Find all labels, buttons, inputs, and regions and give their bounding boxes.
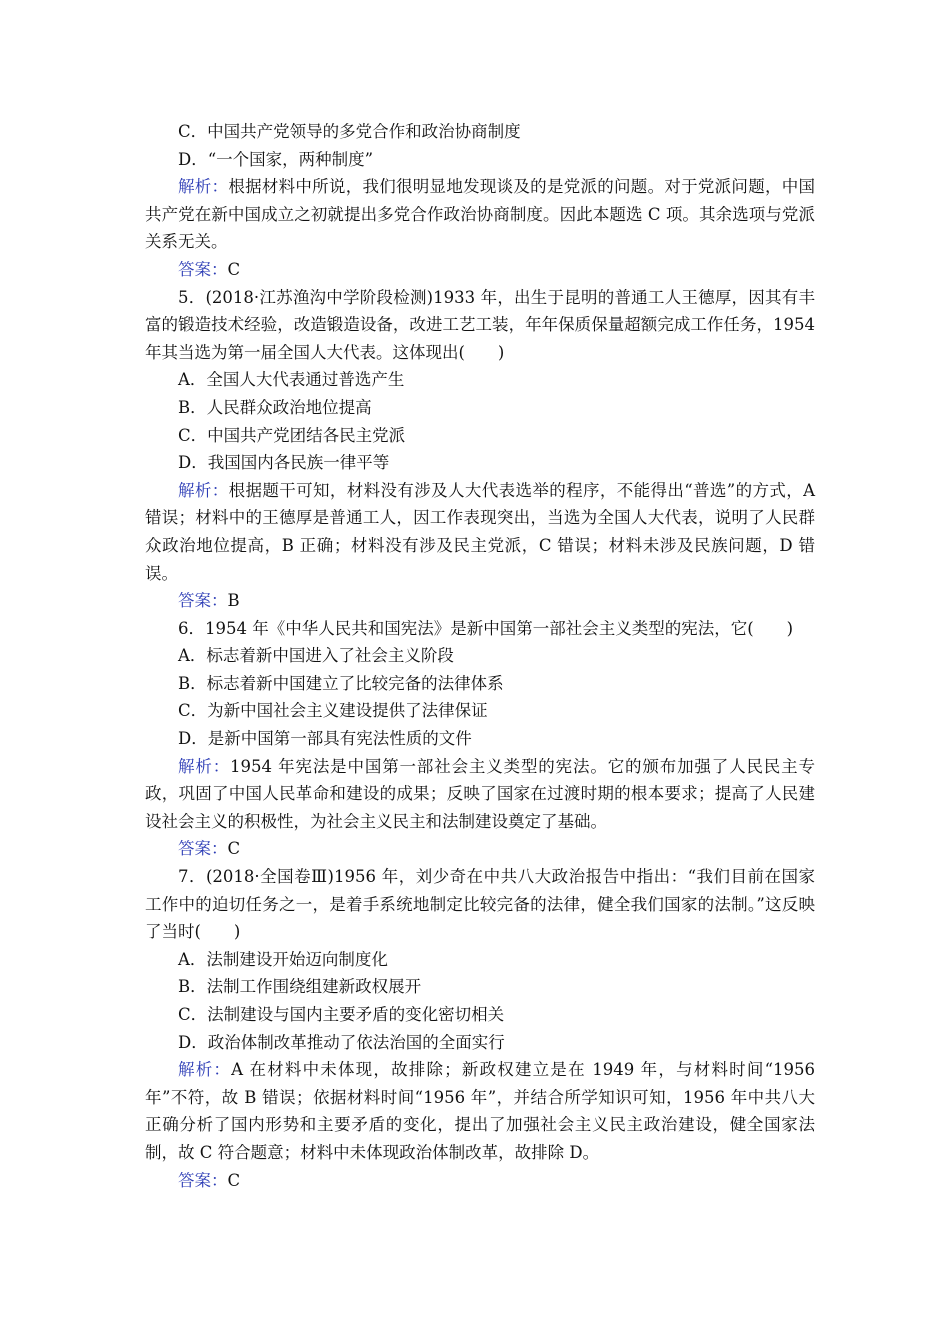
q7-option-b: B．法制工作围绕组建新政权展开 [178,977,422,997]
q6-answer-value: C [227,839,241,859]
q5-option-c: C．中国共产党团结各民主党派 [178,425,406,445]
q5-answer-label: 答案： [178,591,228,611]
q5-option-a: A．全国人大代表通过普选产生 [178,370,405,390]
q7-answer [145,1167,815,1195]
q7-analysis [145,1056,815,1166]
q5-analysis-text: 根据题干可知，材料没有涉及人大代表选举的程序，不能得出“普选”的方式，A 错误；材料中的王德厚是普通工人，因工作表现突出，当选为全国人大代表，说明了人民群众政治地位提高，B 正确；材料没有涉及民主党派，C 错误；材料未涉及民族问题，D 错误。 [145,480,815,583]
q6-stem: 6．1954 年《中华人民共和国宪法》是新中国第一部社会主义类型的宪法，它( ) [178,618,794,638]
q5-answer [145,587,815,615]
q5-analysis [145,477,815,587]
q4-option-d: D．“一个国家，两种制度” [178,149,374,169]
q5-answer-value: B [227,591,240,611]
q6-analysis [145,753,815,836]
q6-option-d: D．是新中国第一部具有宪法性质的文件 [178,729,472,749]
q7-option-d: D．政治体制改革推动了依法治国的全面实行 [178,1032,505,1052]
q6-answer [145,835,815,863]
q7-option-a: A．法制建设开始迈向制度化 [178,949,388,969]
q6-option-b: B．标志着新中国建立了比较完备的法律体系 [178,673,504,693]
q4-answer-label: 答案： [178,259,228,279]
q6-analysis-label: 解析： [178,756,231,776]
q6-answer-label: 答案： [178,839,228,859]
q7-answer-label: 答案： [178,1170,228,1190]
q4-answer [145,256,815,284]
q4-answer-value: C [227,259,241,279]
q5-stem: 5．(2018·江苏渔沟中学阶段检测)1933 年，出生于昆明的普通工人王德厚，因其有丰富的锻造技术经验，改造锻造设备，改进工艺工装，年年保质保量超额完成工作任务，1954 年其当选为第一届全国人大代表。这体现出( ) [145,287,815,362]
q4-analysis-label: 解析： [178,177,229,197]
q5-option-d: D．我国国内各民族一律平等 [178,453,390,473]
q7-answer-value: C [227,1170,241,1190]
q4-option-c: C．中国共产党领导的多党合作和政治协商制度 [178,122,521,141]
document-page [145,118,815,1194]
q7-analysis-text: A 在材料中未体现，故排除；新政权建立是在 1949 年，与材料时间“1956 年”不符，故 B 错误；依据材料时间“1956 年”，并结合所学知识可知，1956 年中共八大正确分析了国内形势和主要矛盾的变化，提出了加强社会主义民主政治建设，健全国家法制，故 C 符合题意；材料中未体现政治体制改革，故排除 D。 [145,1060,815,1162]
q6-option-a: A．标志着新中国进入了社会主义阶段 [178,646,454,666]
q5-option-b: B．人民群众政治地位提高 [178,397,372,417]
q4-analysis-text: 根据材料中所说，我们很明显地发现谈及的是党派的问题。对于党派问题，中国共产党在新中国成立之初就提出多党合作政治协商制度。因此本题选 C 项。其余选项与党派关系无关。 [145,177,816,252]
q6-analysis-text: 1954 年宪法是中国第一部社会主义类型的宪法。它的颁布加强了人民民主专政，巩固了中国人民革命和建设的成果；反映了国家在过渡时期的根本要求；提高了人民建设社会主义的积极性，为社会主义民主和法制建设奠定了基础。 [145,756,815,831]
q4-analysis [145,173,815,256]
q7-option-c: C．法制建设与国内主要矛盾的变化密切相关 [178,1005,505,1024]
q7-analysis-label: 解析： [178,1060,232,1080]
q7-stem: 7．(2018·全国卷Ⅲ)1956 年，刘少奇在中共八大政治报告中指出：“我们目前在国家工作中的迫切任务之一，是着手系统地制定比较完备的法律，健全我们国家的法制。”这反映了当时( ) [145,867,815,942]
q6-option-c: C．为新中国社会主义建设提供了法律保证 [178,701,488,721]
q5-analysis-label: 解析： [178,480,229,500]
